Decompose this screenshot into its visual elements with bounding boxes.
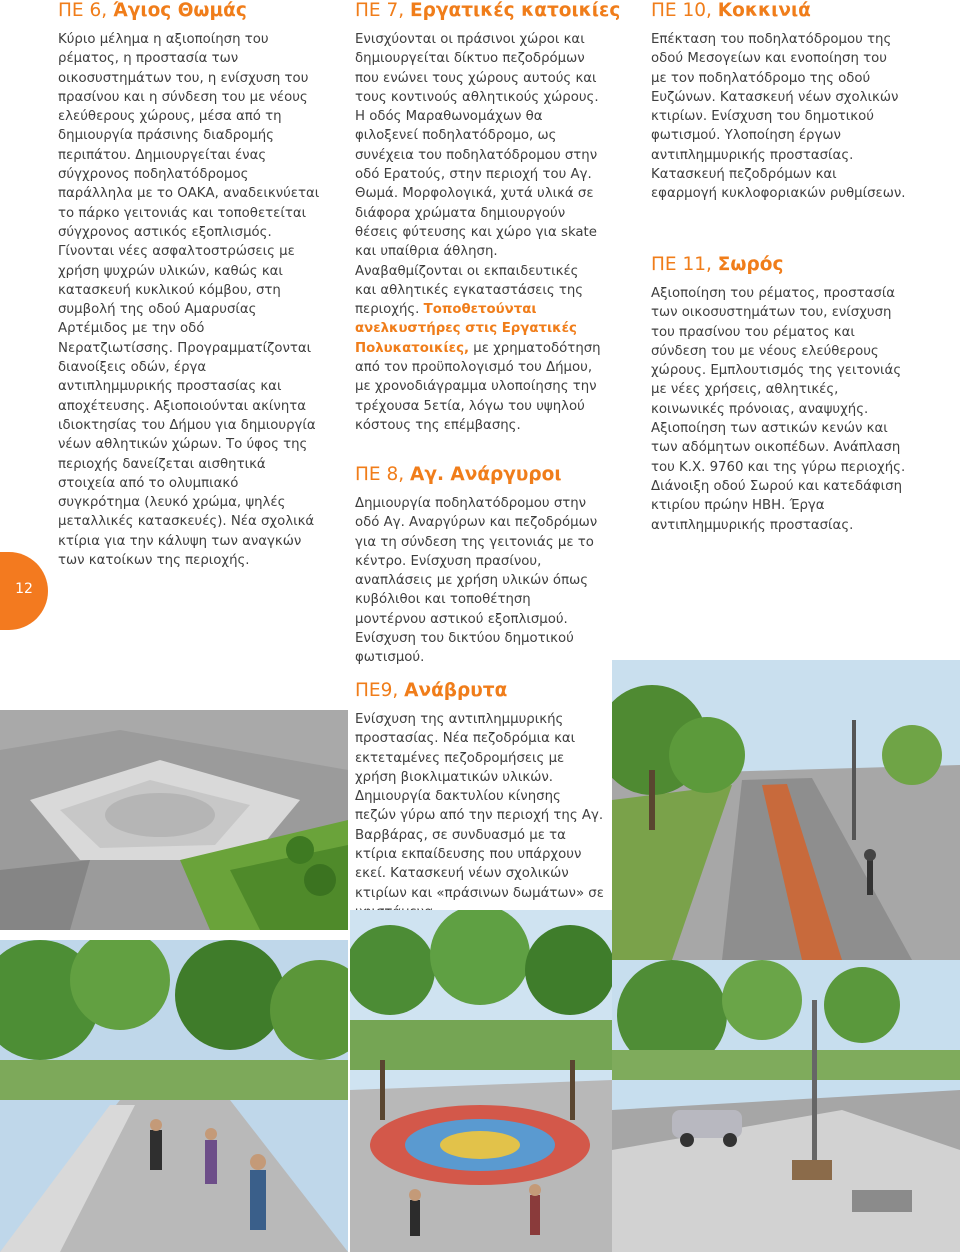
section-pe6: [58, 0, 320, 570]
street-render-image: [612, 960, 960, 1252]
section-text: Ενίσχυση της αντιπλημμυρικής προστασίας. Νέα πεζοδρόμια και εκτεταμένες πεζοδρομήσεις με χρήση βιοκλιματικών υλικών. Δημιουργία δακτυλίου κίνησης πεζών γύρω από την περιοχή της Αγ. Βαρβάρας, σε συνδυασμό με τα κτίρια εκπαίδευσης που υπάρχουν εκεί. Κατασκευή νέων σχολικών κτιρίων και «πράσινων δωμάτων» σε: [355, 712, 604, 901]
skatepark-render-image: [0, 710, 348, 930]
section-pe9: [355, 680, 605, 922]
section-pe7: [355, 0, 621, 435]
section-pe8: [355, 464, 603, 668]
section-title: [58, 0, 320, 22]
plaza-render-image: [350, 910, 612, 1252]
section-highlight: Τοποθετούνται ανελκυστήρες στις Εργατικές Πολυκατοικίες,: [355, 302, 577, 356]
section-text: Αξιοποίηση του ρέματος, προστασία των οικοσυστημάτων του, ενίσχυση του πρασίνου του ρέματος και σύνδεση του με νέους ελεύθερους χώρους. Εμπλουτισμός της γειτονιάς με νέες χρήσεις, αθλητικές, κοινωνικές πρόνοιας, αναψυχής. Αξιοποίηση των αστικών κενών και των αδόμητων οικοπέδων. Ανάπλαση του Κ.Χ. 9760 και της γύρω περιοχής. Διάνοιξη οδού Σωρού και κατεδάφιση κτιρίου πρώην ΗΒΗ. Έργα αντιπλημμυρικής προστασίας.: [651, 286, 906, 533]
section-code: ΠΕ 6,: [58, 0, 108, 21]
section-place: Κοκκινιά: [717, 0, 811, 21]
section-place: Εργατικές κατοικίες: [410, 0, 621, 21]
section-code: ΠΕ 10,: [651, 0, 712, 21]
section-pe11: [651, 254, 906, 535]
section-text: Κύριο μέλημα η αξιοποίηση του ρέματος, η προστασία των οικοσυστημάτων του, η ενίσχυση του πρασίνου και η σύνδεση του με νέους ελεύθερους χώρους, μέσα από τη δημιουργία πράσινης διαδρομής περιπάτου. Δημιουργείται ένας σύγχρονος ποδηλατόδρομος παράλληλα με το ΟΑΚΑ, αναδεικνύεται το πάρκο γειτονιάς και τοποθετείται σύγχρονος αστικός εξοπλισμός. Γίνονται νέες ασφαλτοστρώσεις με χρήση ψυχρών υλικών, καθώς και κατασκευή κυκλικού κόμβου, στη συμβολή της οδού Αμαρυσίας Αρτέμιδος με την οδό Νερατζιωτίσσης. Προγραμματίζονται διανοίξεις οδών, έργα αντιπλημμυρικής προστασίας και αποχέτευσης. Αξιοποιούνται ακίνητα ιδιοκτησίας του Δήμου για δημιουργία νέων αθλητικών χώρων. Το ύφος της περιοχής δανείζεται αισθητικά στοιχεία από το ολυμπιακό συγκρότημα (λευκό χρώμα, ψηλές μεταλλικές κατασκευές). Νέα σχολικά κτίρια για την κάλυψη των αναγκών των κατοίκων της περιοχής.: [58, 32, 320, 569]
section-text: [355, 30, 603, 435]
section-text: Δημιουργία ποδηλατόδρομου στην οδό Αγ. Αναργύρων και πεζοδρόμων για τη σύνδεση της γειτονιάς με το κέντρο. Ενίσχυση πρασίνου, αναπλάσεις με χρήση υλικών όπως κυβόλιθοι και τοποθέτηση μοντέρνου αστικού εξοπλισμού. Ενίσχυση του δικτύου δημοτικού φωτισμού.: [355, 496, 598, 666]
section-title: [355, 0, 621, 22]
section-title: [651, 254, 906, 276]
section-place: Άγιος Θωμάς: [113, 0, 247, 21]
bike-path-render-image: [612, 660, 960, 960]
section-code: ΠΕ 11,: [651, 254, 712, 275]
section-code: ΠΕ 8,: [355, 464, 405, 485]
section-title: [355, 464, 603, 486]
section-place: Σωρός: [717, 254, 784, 275]
section-title: [355, 680, 605, 702]
section-place: Ανάβρυτα: [404, 680, 508, 701]
section-pe10: [651, 0, 906, 204]
walkway-render-image: [0, 940, 348, 1252]
section-code: ΠΕ 7,: [355, 0, 405, 21]
section-text-after: με χρηματοδότηση από τον προϋπολογισμό του Δήμου, με χρονοδιάγραμμα υλοποίησης την τρέχουσα 5ετία, λόγω του υψηλού κόστους της επέμβασης.: [355, 340, 601, 433]
section-place: Αγ. Ανάργυροι: [410, 464, 562, 485]
section-text-before: Ενισχύονται οι πράσινοι χώροι και δημιουργείται δίκτυο πεζοδρόμων που ενώνει τους χώρους αυτούς και τους κοντινούς αθλητικούς χώρους. Η οδός Μαραθωνομάχων θα φιλοξενεί ποδηλατόδρομο, ως συνέχεια του ποδηλατόδρομου στην οδό Ερατούς, στην περιοχή του Αγ. Θωμά. Μορφολογικά, χυτά υλικά σε διάφορα χρώματα δημιουργούν θέσεις φύτευσης και χώρο για skate και υπαίθρια άθληση. Αναβαθμίζονται οι εκπαιδευτικές και αθλητικές εγκαταστάσεις της περιοχής.: [355, 32, 599, 318]
section-text: Επέκταση του ποδηλατόδρομου της οδού Μεσογείων και ενοποίηση του με τον ποδηλατόδρομο της οδού Ευζώνων. Κατασκευή νέων σχολικών κτιρίων. Ενίσχυση του δημοτικού φωτισμού. Υλοποίηση έργων αντιπλημμυρικής προστασίας. Κατασκευή πεζοδρόμων και εφαρμογή κυκλοφοριακών ρυθμίσεων.: [651, 32, 906, 202]
section-code: ΠΕ9,: [355, 680, 399, 701]
section-title: [651, 0, 906, 22]
page-number: 12: [15, 581, 33, 597]
